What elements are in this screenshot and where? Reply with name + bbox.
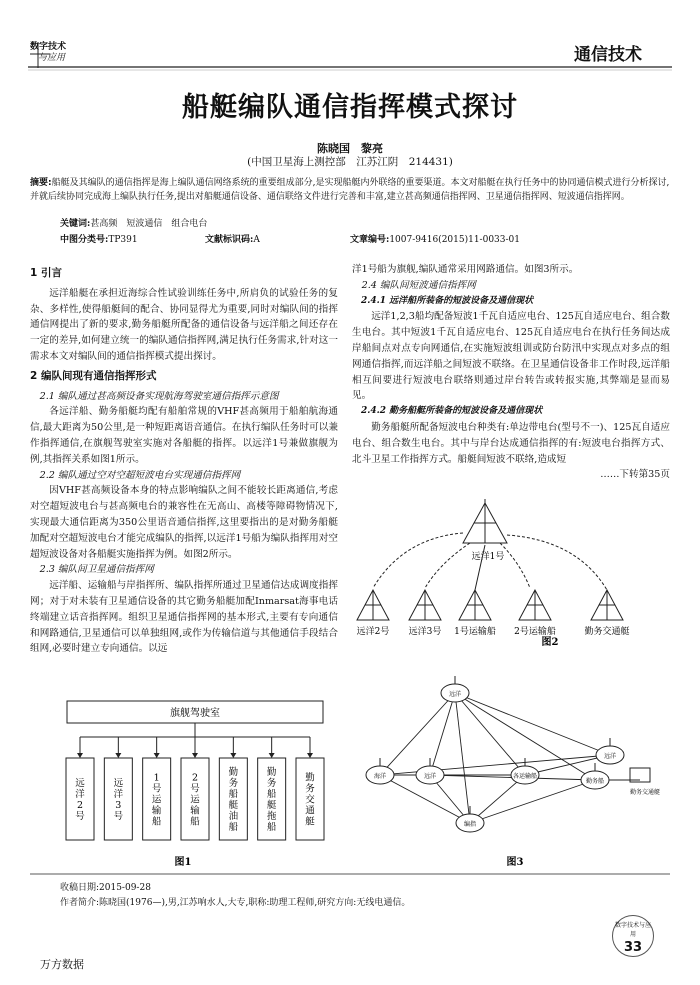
fig1-box-label: 2 <box>76 800 84 811</box>
abstract <box>30 176 670 204</box>
right-col-paragraph: 洋1号船为旗舰,编队通常采用网路通信。如图3所示。 <box>352 264 579 275</box>
doc-code-value: A <box>253 235 260 245</box>
fig1-box-label: 洋 <box>75 789 85 800</box>
fig3-node <box>581 763 609 789</box>
fig3-node-label: 编指 <box>463 821 477 828</box>
fig3-node <box>416 758 444 784</box>
fig1-box-label: 船 <box>228 822 239 833</box>
fig1-boxes <box>66 723 324 840</box>
fig1-box-label: 艇 <box>228 800 239 811</box>
fig2-node-label: 2号运输船 <box>514 627 556 637</box>
left-col-paragraph: 因VHF甚高频设备本身的特点影响编队之间不能较长距离通信,考虑对空超短波电台与甚高频电台的兼容性在无高山、高楼等障碍物情况下,实现最大通信距离为350公里语音通信指挥,这里要指出的是对勤务船艇加配对空超短波电台才能完成编队的指挥,以远洋1号船为编队指挥用对空超短波设备对各船艇实施指挥为例。如图2所示。 <box>30 485 338 560</box>
fig2-node-label: 远洋3号 <box>408 627 442 637</box>
fig1-arrow <box>192 753 198 758</box>
fig3-node-label: 远洋 <box>448 691 462 698</box>
fig2-node <box>584 590 629 637</box>
fig1-box-label: 勤 <box>266 767 277 778</box>
fig1-box-label: 艇 <box>266 800 277 811</box>
clc-value: TP391 <box>108 235 138 245</box>
fig3-node <box>441 676 469 702</box>
fig1-box-label: 输 <box>151 805 162 817</box>
fig1-box-label: 输 <box>190 805 200 817</box>
article-title: 船艇编队通信指挥模式探讨 <box>182 92 518 123</box>
fig1-box-label: 艇 <box>305 816 315 828</box>
keywords-text: 甚高频 短波通信 组合电台 <box>90 219 208 229</box>
fig1-box-label: 勤 <box>228 767 239 778</box>
fig1-box-label: 船 <box>266 822 277 833</box>
affiliation: (中国卫星海上测控部 江苏江阴 214431) <box>247 156 453 168</box>
fig1-box-label: 运 <box>190 794 200 806</box>
fig1-box-label: 洋 <box>113 789 124 800</box>
fig3-node-label: 各运输船 <box>512 773 538 780</box>
fig2-node-label: 勤务交通艇 <box>584 627 630 637</box>
fig2-node-label: 远洋2号 <box>356 627 390 637</box>
fig1-box-label: 务 <box>305 783 315 795</box>
abstract-label: 摘要: <box>30 178 52 188</box>
fig1-box-label: 船 <box>266 789 277 800</box>
fig1-arrow <box>154 753 160 758</box>
fig1-box-label: 号 <box>190 783 200 795</box>
fig2-node <box>409 590 442 637</box>
footer-rule <box>30 872 670 876</box>
fig1-box-label: 运 <box>151 794 162 806</box>
keywords <box>60 216 207 229</box>
fig3-node-label: 海洋 <box>373 773 387 780</box>
fig2-node <box>454 590 496 637</box>
fig1-box-label: 船 <box>151 816 162 828</box>
fig1-box-label: 2 <box>191 772 199 784</box>
figure-2 <box>345 495 675 655</box>
fig3-node <box>456 806 484 832</box>
logo-bottom-text: 与应用 <box>38 53 66 63</box>
fig2-node <box>514 590 556 637</box>
page-number: 33 <box>623 940 643 955</box>
left-col-heading: 1 引言 <box>30 267 62 279</box>
left-col-subheading: 2.3 编队间卫星通信指挥网 <box>39 564 154 576</box>
doc-code-label: 文献标识码: <box>205 235 254 245</box>
authors: 陈晓国 黎亮 <box>317 142 383 155</box>
fig3-node <box>366 758 394 784</box>
fig2-node-label: 1号运输船 <box>454 627 496 637</box>
right-col-subheading: 2.4 编队间短波通信指挥网 <box>361 279 476 291</box>
left-col-paragraph: 远洋船、运输船与岸指挥所、编队指挥所通过卫星通信达成调度指挥网；对于对未装有卫星通信设备的其它勤务船艇加配Inmarsat海事电话终端建立话音指挥网。组织卫星通信指挥网的基本形式,主要有专向通信和网路通信,卫星通信可以单独组网,或作为传输信道与其他通信手段结合组网,必要时建立专向通信。以远 <box>30 580 338 655</box>
fig1-box-label: 务 <box>228 778 239 789</box>
left-column <box>30 262 338 657</box>
fig2-node <box>357 590 390 637</box>
fig2-top-label: 远洋1号 <box>471 552 505 562</box>
fig1-box-label: 通 <box>305 805 315 817</box>
right-col-paragraph: 勤务船艇所配备短波电台种类有:单边带电台(型号不一)、125瓦自适应电台、组合数生电台。其中与岸台达成通信指挥的有:短波电台指挥方式、北斗卫星工作指挥方式。船艇间短波不联络,造成短 <box>352 421 670 465</box>
received-date: 收稿日期:2015-09-28 <box>60 883 151 893</box>
right-column <box>352 262 670 483</box>
left-col-subheading: 2.1 编队通过甚高频设备实现航海驾驶室通信指挥示意图 <box>39 390 279 402</box>
fig1-arrow <box>115 753 121 758</box>
right-col-paragraph: 远洋1,2,3船均配备短波1千瓦自适应电台、125瓦自适应电台、组合数生电台。其中短波1千瓦自适应电台、125瓦自适应电台在执行任务间达成岸船间点对点专向网通信,在实施短波组训或防台防汛中实现点对多点的组网通信指挥,而远洋船之间短波不联络。在卫星通信设备非工作时段,远洋船相互间要进行短波电台联络则通过岸台转告或转报实施,其弊端是显而易见。 <box>352 311 670 402</box>
left-col-heading: 2 编队间现有通信指挥形式 <box>30 369 157 382</box>
fig3-node <box>596 738 624 764</box>
figure-3 <box>350 675 670 870</box>
keywords-label: 关键词: <box>60 219 91 229</box>
fig1-arrow <box>269 753 275 758</box>
fig1-arrow <box>230 753 236 758</box>
fig3-caption: 图3 <box>506 857 524 868</box>
fig3-node-label: 勤务交通艇 <box>629 789 661 796</box>
fig1-box-label: 勤 <box>305 772 315 784</box>
section-name: 通信技术 <box>574 45 642 65</box>
fig1-top-label: 旗舰驾驶室 <box>170 708 220 719</box>
fig1-box-label: 号 <box>75 811 85 822</box>
figure-1 <box>55 695 335 870</box>
fig1-box-label: 交 <box>305 794 315 806</box>
fig2-caption: 图2 <box>541 637 559 648</box>
article-no-value: 1007-9416(2015)11-0033-01 <box>389 235 520 245</box>
fig1-arrow <box>77 753 83 758</box>
right-col-subsubheading: 2.4.2 勤务船艇所装备的短波设备及通信现状 <box>361 406 543 417</box>
abstract-text: 船艇及其编队的通信指挥是海上编队通信网络系统的重要组成部分,是实现船艇内外联络的重要渠道。本文对船艇在执行任务中的协同通信模式进行分析探讨,并就后续协同完成海上编队执行任务,提出对船艇通信设备、通信联络文件进行完善和丰富,建立甚高频通信指挥网、卫星通信指挥网、短波通信指挥网。 <box>30 178 670 202</box>
left-col-paragraph: 远洋船艇在承担近海综合性试验训练任务中,所肩负的试验任务的复杂、多样性,使得船艇间的配合、协同显得尤为重要,同时对编队间的指挥通信网提出了新的要求,勤务船艇所配备的通信设备与远洋船之间还存在一定的差异,如何建立统一的编队通信指挥网,满足执行任务需求,针对这一需求本文对编队间的通信指挥模式提出探讨。 <box>30 287 338 362</box>
watermark: 万方数据 <box>40 958 84 971</box>
page-number-badge <box>612 915 654 957</box>
fig1-box-label: 远 <box>113 778 124 789</box>
fig1-box-label: 号 <box>113 811 124 822</box>
left-col-subheading: 2.2 编队通过空对空超短波电台实现通信指挥网 <box>39 469 241 481</box>
fig1-box-label: 船 <box>228 789 239 800</box>
fig1-box-label: 1 <box>153 772 160 784</box>
fig3-node <box>630 768 660 796</box>
fig3-node-label: 远洋 <box>423 773 437 780</box>
fig1-caption: 图1 <box>174 857 192 868</box>
left-col-paragraph: 各远洋船、勤务船艇均配有船舶常规的VHF甚高频用于船舶航海通信,最大距离为50公里,是一种短距离语音通信。在执行编队任务时可以兼作指挥通信,在旗舰驾驶室实施对各船艇的指挥。以远洋1号兼做旗舰为例,其指挥关系如图1所示。 <box>30 406 338 465</box>
fig1-box-label: 油 <box>228 811 239 822</box>
badge-text: 数字技术与应用 <box>614 922 651 938</box>
fig1-box-label: 远 <box>75 778 85 789</box>
fig1-box-label: 拖 <box>266 811 277 822</box>
author-info: 作者简介:陈晓国(1976—),男,江苏响水人,大专,职称:助理工程师,研究方向:无线电通信。 <box>60 898 411 908</box>
fig1-arrow <box>307 753 313 758</box>
clc-label: 中图分类号: <box>60 235 109 245</box>
article-no-label: 文章编号: <box>350 235 390 245</box>
fig3-node-label: 远洋 <box>603 753 617 760</box>
continued-note: ……下转第35页 <box>600 469 670 481</box>
fig2-nodes <box>357 590 630 637</box>
fig1-box-label: 船 <box>190 816 200 828</box>
fig1-box-label: 务 <box>266 778 277 789</box>
fig2-top-antenna <box>463 499 507 543</box>
logo-top-text: 数字技术 <box>30 42 67 52</box>
fig1-box-label: 3 <box>115 800 122 811</box>
right-col-subsubheading: 2.4.1 远洋船所装备的短波设备及通信现状 <box>361 295 534 306</box>
fig3-node-label: 勤务船 <box>585 778 605 785</box>
fig1-box-label: 号 <box>151 783 162 795</box>
